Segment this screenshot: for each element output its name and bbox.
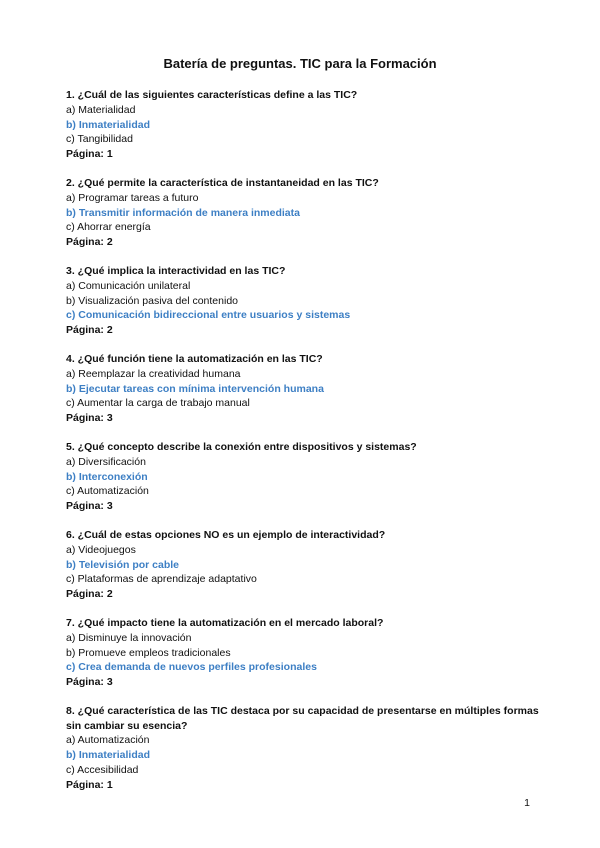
answer-option: c) Automatización — [66, 485, 149, 498]
answer-option: a) Comunicación unilateral — [66, 279, 191, 292]
correct-answer-option: b) Ejecutar tareas con mínima intervención humana — [66, 382, 324, 395]
page-reference: Página: 2 — [66, 324, 113, 337]
question-title: 2. ¿Qué permite la característica de instantaneidad en las TIC? — [66, 176, 379, 189]
answer-option: a) Programar tareas a futuro — [66, 191, 199, 204]
correct-answer-option: b) Inmaterialidad — [66, 749, 151, 762]
question-title: 4. ¿Qué función tiene la automatización en las TIC? — [66, 352, 323, 365]
answer-option: c) Aumentar la carga de trabajo manual — [66, 397, 250, 410]
correct-answer-option: b) Interconexión — [66, 470, 148, 483]
question-title: 6. ¿Cuál de estas opciones NO es un ejemplo de interactividad? — [66, 528, 386, 541]
question-item — [66, 264, 546, 338]
answer-option: c) Accesibilidad — [66, 764, 139, 777]
answer-option: a) Reemplazar la creatividad humana — [66, 367, 241, 380]
correct-answer-option: b) Televisión por cable — [66, 558, 179, 571]
answer-option: a) Disminuye la innovación — [66, 631, 192, 644]
question-item — [66, 88, 546, 162]
page-reference: Página: 2 — [66, 236, 113, 249]
question-item — [66, 440, 546, 514]
answer-option: c) Tangibilidad — [66, 133, 133, 146]
question-item — [66, 616, 546, 690]
answer-option: b) Promueve empleos tradicionales — [66, 646, 231, 659]
page-reference: Página: 1 — [66, 778, 113, 791]
correct-answer-option: b) Transmitir información de manera inmediata — [66, 206, 300, 219]
question-title: 5. ¿Qué concepto describe la conexión entre dispositivos y sistemas? — [66, 440, 417, 453]
answer-option: b) Visualización pasiva del contenido — [66, 294, 238, 307]
question-item — [66, 352, 546, 426]
correct-answer-option: c) Crea demanda de nuevos perfiles profesionales — [66, 661, 317, 674]
correct-answer-option: c) Comunicación bidireccional entre usuarios y sistemas — [66, 309, 351, 322]
answer-option: c) Plataformas de aprendizaje adaptativo — [66, 573, 257, 586]
document-title: Batería de preguntas. TIC para la Formación — [163, 56, 437, 71]
page-reference: Página: 3 — [66, 676, 113, 689]
page-reference: Página: 1 — [66, 148, 113, 161]
answer-option: a) Videojuegos — [66, 543, 136, 556]
answer-option: a) Materialidad — [66, 103, 136, 116]
question-item — [66, 704, 546, 793]
answer-option: c) Ahorrar energía — [66, 221, 151, 234]
question-title: 7. ¿Qué impacto tiene la automatización en el mercado laboral? — [66, 616, 384, 629]
page-reference: Página: 3 — [66, 500, 113, 513]
question-title: 1. ¿Cuál de las siguientes características define a las TIC? — [66, 89, 358, 101]
answer-option: a) Automatización — [66, 734, 150, 747]
question-item — [66, 176, 546, 250]
page-number: 1 — [524, 797, 530, 809]
correct-answer-option: b) Inmaterialidad — [66, 118, 151, 131]
answer-option: a) Diversificación — [66, 455, 146, 468]
question-list — [66, 88, 546, 807]
page-reference: Página: 2 — [66, 588, 113, 601]
question-title: 3. ¿Qué implica la interactividad en las TIC? — [66, 264, 286, 277]
page-reference: Página: 3 — [66, 412, 113, 425]
question-title: 8. ¿Qué característica de las TIC destaca por su capacidad de presentarse en múltiples formas sin cambiar su esencia? — [66, 704, 539, 732]
question-item — [66, 528, 546, 602]
